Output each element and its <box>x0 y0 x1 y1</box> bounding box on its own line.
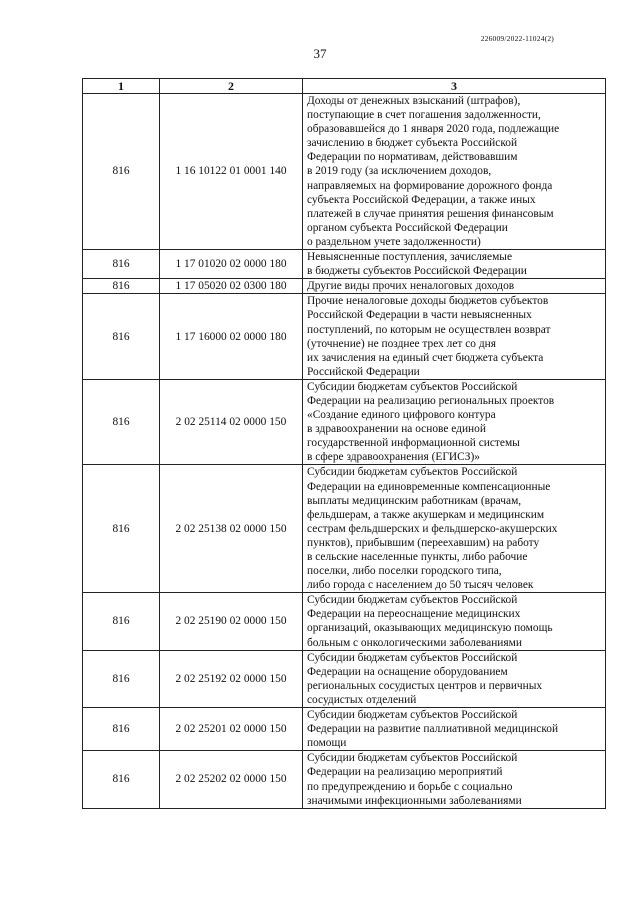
description-line: региональных сосудистых центров и первичных <box>307 679 543 692</box>
description-line: Российской Федерации <box>307 365 420 378</box>
budget-code-table <box>82 78 606 809</box>
revenue-description-cell <box>303 94 606 250</box>
description-line: государственной информационной системы <box>307 437 520 450</box>
description-line: либо города с населением до 50 тысяч человек <box>307 579 534 592</box>
description-line: Прочие неналоговые доходы бюджетов субъектов <box>307 295 549 308</box>
description-line: Субсидии бюджетам субъектов Российской <box>307 594 518 607</box>
description-line: организаций, оказывающих медицинскую помощь <box>307 622 553 635</box>
revenue-description-cell <box>303 379 606 465</box>
description-line: Субсидии бюджетам субъектов Российской <box>307 380 518 393</box>
description-line: по предупреждению и борьбе с социально <box>307 780 513 793</box>
description-line: их зачисления на единый счет бюджета субъекта <box>307 351 544 364</box>
admin-code-cell: 816 <box>83 279 160 294</box>
budget-classification-code-cell: 2 02 25114 02 0000 150 <box>160 379 303 465</box>
revenue-description-cell <box>303 650 606 707</box>
description-line: фельдшерам, а также акушеркам и медицинским <box>307 508 545 521</box>
description-line: Субсидии бюджетам субъектов Российской <box>307 709 518 722</box>
table-row <box>83 751 606 808</box>
admin-code-cell: 816 <box>83 751 160 808</box>
description-line: Федерации на оснащение оборудованием <box>307 665 508 678</box>
table-row <box>83 94 606 250</box>
admin-code-cell: 816 <box>83 650 160 707</box>
revenue-description-cell <box>303 708 606 751</box>
budget-classification-code-cell: 2 02 25201 02 0000 150 <box>160 708 303 751</box>
description-line: в 2019 году (за исключением доходов, <box>307 165 492 178</box>
description-line: сестрам фельдшерских и фельдшерско-акушерских <box>307 522 558 535</box>
description-line: помощи <box>307 737 347 750</box>
description-line: субъекта Российской Федерации, а также иных <box>307 193 536 206</box>
description-line: Федерации на реализацию региональных проектов <box>307 394 555 407</box>
description-line: о раздельном учете задолженности) <box>307 235 481 248</box>
description-line: выплаты медицинским работникам (врачам, <box>307 494 522 507</box>
description-line: Федерации на переоснащение медицинских <box>307 608 521 621</box>
table-row <box>83 650 606 707</box>
admin-code-cell: 816 <box>83 94 160 250</box>
admin-code-cell: 816 <box>83 379 160 465</box>
description-line: в здравоохранении на основе единой <box>307 423 486 436</box>
description-line: Субсидии бюджетам субъектов Российской <box>307 466 518 479</box>
revenue-description-cell <box>303 465 606 593</box>
document-id: 226009/2022-11024(2) <box>480 34 554 43</box>
budget-classification-code-cell: 2 02 25192 02 0000 150 <box>160 650 303 707</box>
description-line: поступающие в счет погашения задолженности, <box>307 109 541 122</box>
description-line: (уточнение) не позднее трех лет со дня <box>307 337 496 350</box>
description-line: поселки, либо поселки городского типа, <box>307 565 502 578</box>
admin-code-cell: 816 <box>83 465 160 593</box>
description-line: в сельские населенные пункты, либо рабочие <box>307 551 528 563</box>
budget-classification-code-cell: 1 16 10122 01 0001 140 <box>160 94 303 250</box>
column-header-1: 1 <box>83 79 160 94</box>
table-body <box>83 94 606 809</box>
table-row <box>83 379 606 465</box>
description-line: зачислению в бюджет субъекта Российской <box>307 137 518 150</box>
description-line: образовавшейся до 1 января 2020 года, подлежащие <box>307 123 560 136</box>
admin-code-cell: 816 <box>83 250 160 279</box>
description-line: Федерации по нормативам, действовавшим <box>307 151 518 164</box>
description-line: пунктов), прибывшим (переехавшим) на работу <box>307 536 540 549</box>
revenue-description-cell <box>303 294 606 380</box>
budget-classification-code-cell: 2 02 25138 02 0000 150 <box>160 465 303 593</box>
description-line: значимыми инфекционными заболеваниями <box>307 794 522 807</box>
description-line: направляемых на формирование дорожного фонда <box>307 179 553 192</box>
admin-code-cell: 816 <box>83 708 160 751</box>
table-header-row <box>83 79 606 94</box>
table-header <box>83 79 606 94</box>
description-line: поступлений, по которым не осуществлен возврат <box>307 323 551 336</box>
description-line: Федерации на реализацию мероприятий <box>307 766 503 779</box>
description-line: Субсидии бюджетам субъектов Российской <box>307 752 518 765</box>
revenue-description-cell <box>303 751 606 808</box>
description-line: больным с онкологическими заболеваниями <box>307 636 522 649</box>
budget-classification-code-cell: 2 02 25202 02 0000 150 <box>160 751 303 808</box>
description-line: в сфере здравоохранения (ЕГИСЗ)» <box>307 451 480 464</box>
description-line: Невыясненные поступления, зачисляемые <box>307 251 512 264</box>
table-row <box>83 294 606 380</box>
description-line: Другие виды прочих неналоговых доходов <box>307 280 515 293</box>
table-row <box>83 593 606 650</box>
description-line: Субсидии бюджетам субъектов Российской <box>307 651 518 664</box>
revenue-description-cell <box>303 250 606 279</box>
description-line: органом субъекта Российской Федерации <box>307 221 508 234</box>
description-line: платежей в случае принятия решения финансовым <box>307 207 554 220</box>
description-line: Федерации на единовременные компенсационные <box>307 480 551 493</box>
description-line: сосудистых отделений <box>307 693 417 706</box>
table-row <box>83 279 606 294</box>
admin-code-cell: 816 <box>83 593 160 650</box>
revenue-description-cell <box>303 593 606 650</box>
table-row <box>83 465 606 593</box>
description-line: в бюджеты субъектов Российской Федерации <box>307 265 527 278</box>
page-number: 37 <box>313 46 327 61</box>
table-row <box>83 250 606 279</box>
description-line: «Создание единого цифрового контура <box>307 409 496 422</box>
description-line: Российской Федерации в части невыясненных <box>307 309 532 322</box>
description-line: Федерации на развитие паллиативной медицинской <box>307 723 559 736</box>
column-header-3: 3 <box>303 79 606 94</box>
description-line: Доходы от денежных взысканий (штрафов), <box>307 95 521 107</box>
table-row <box>83 708 606 751</box>
budget-classification-code-cell: 1 17 16000 02 0000 180 <box>160 294 303 380</box>
budget-classification-code-cell: 2 02 25190 02 0000 150 <box>160 593 303 650</box>
budget-classification-code-cell: 1 17 05020 02 0300 180 <box>160 279 303 294</box>
budget-classification-code-cell: 1 17 01020 02 0000 180 <box>160 250 303 279</box>
admin-code-cell: 816 <box>83 294 160 380</box>
revenue-description-cell <box>303 279 606 294</box>
column-header-2: 2 <box>160 79 303 94</box>
